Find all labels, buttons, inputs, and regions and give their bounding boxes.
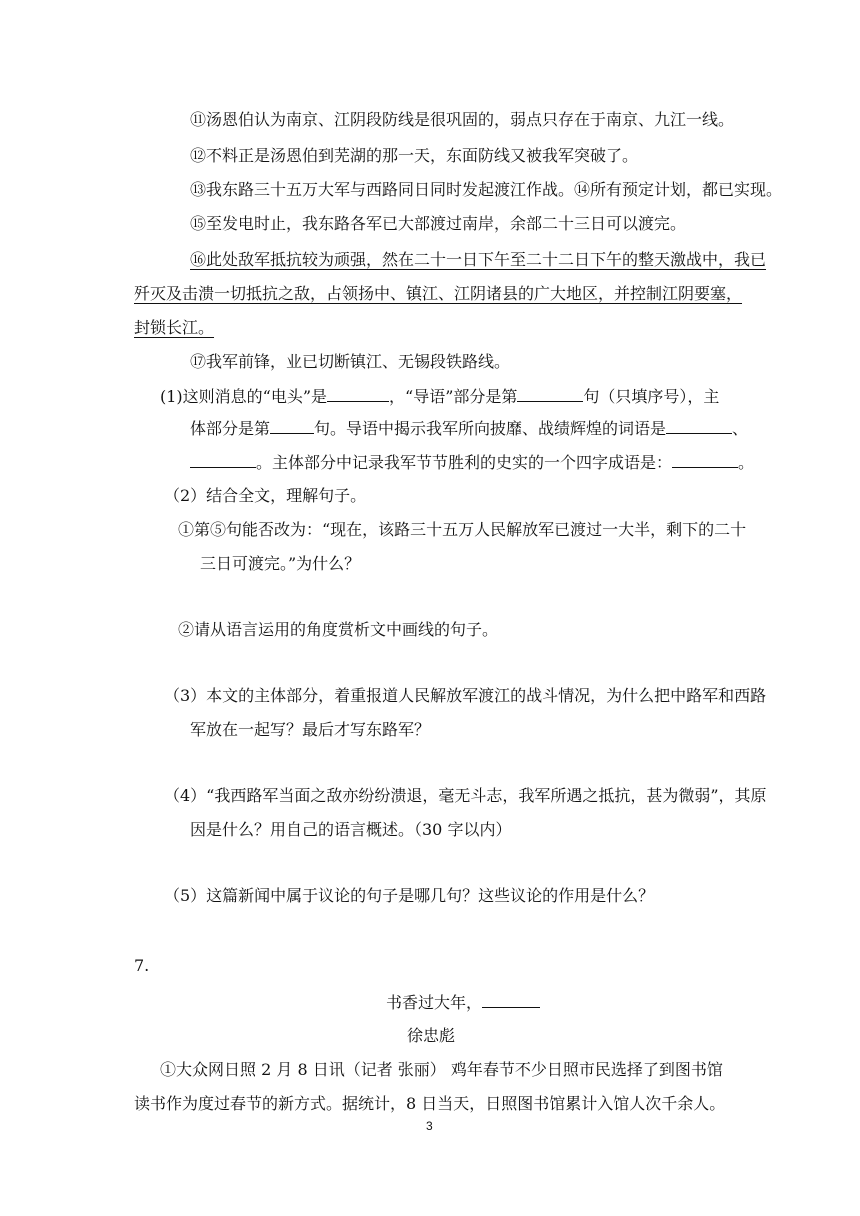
answer-blank-title[interactable]	[482, 992, 540, 1008]
article-paragraph-1-line-2: 读书作为度过春节的新方式。据统计，8 日当天，日照图书馆累计入馆人次千余人。	[134, 1094, 726, 1113]
paragraph-12: ⑫不料正是汤恩伯到芜湖的那一天，东面防线又被我军突破了。	[190, 146, 639, 165]
question-2-heading: （2）结合全文，理解句子。	[164, 486, 367, 505]
answer-blank-idiom[interactable]	[672, 452, 738, 468]
paragraph-16-line-1: ⑯此处敌军抵抗较为顽强，然在二十一日下午至二十二日下午的整天激战中，我已	[190, 250, 767, 269]
question-2-1-line-1: ①第⑤句能否改为：“现在，该路三十五万人民解放军已渡过一大半，剩下的二十	[178, 520, 747, 539]
article-title: 书香过大年，	[386, 992, 540, 1013]
page-number: 3	[426, 1119, 433, 1133]
paragraph-15: ⑮至发电时止，我东路各军已大部渡过南岸，余部二十三日可以渡完。	[190, 214, 687, 233]
answer-blank-word-2[interactable]	[190, 452, 256, 468]
question-5: （5）这篇新闻中属于议论的句子是哪几句？这些议论的作用是什么？	[164, 886, 655, 905]
answer-blank-body-sentences[interactable]	[270, 418, 314, 434]
question-2-2: ②请从语言运用的角度赏析文中画线的句子。	[178, 620, 499, 639]
question-1-line-3: 。主体部分中记录我军节节胜利的史实的一个四字成语是： 。	[190, 452, 754, 473]
question-1-line-1: (1)这则消息的“电头”是 ，“导语”部分是第 句（只填序号），主	[160, 387, 720, 406]
paragraph-16-line-2: 歼灭及击溃一切抵抗之敌，占领扬中、镇江、江阴诸县的广大地区，并控制江阴要塞，	[134, 284, 743, 303]
question-3-line-2: 军放在一起写？最后才写东路军？	[190, 720, 431, 739]
question-4-line-1: （4）“我西路军当面之敌亦纷纷溃退，毫无斗志，我军所遇之抵抗，甚为微弱”，其原	[164, 786, 767, 805]
question-2-1-line-2: 三日可渡完。”为什么？	[200, 554, 361, 573]
answer-blank-dateline[interactable]	[327, 386, 389, 402]
article-paragraph-1-line-1: ①大众网日照 2 月 8 日讯（记者 张丽） 鸡年春节不少日照市民选择了到图书馆	[160, 1060, 723, 1079]
question-number-7: 7.	[134, 956, 150, 975]
paragraph-13-14: ⑬我东路三十五万大军与西路同日同时发起渡江作战。⑭所有预定计划，都已实现。	[190, 180, 783, 199]
question-4-line-2: 因是什么？用自己的语言概述。（30 字以内）	[190, 820, 512, 839]
question-3-line-1: （3）本文的主体部分，着重报道人民解放军渡江的战斗情况，为什么把中路军和西路	[164, 686, 767, 705]
answer-blank-word-1[interactable]	[666, 418, 732, 434]
paragraph-11: ⑪汤恩伯认为南京、江阴段防线是很巩固的，弱点只存在于南京、九江一线。	[190, 110, 735, 129]
paragraph-17: ⑰我军前锋，业已切断镇江、无锡段铁路线。	[190, 352, 511, 371]
paragraph-16-line-3: 封锁长江。	[134, 318, 215, 337]
article-author: 徐忠彪	[407, 1026, 456, 1045]
answer-blank-lead-sentence[interactable]	[517, 386, 583, 402]
question-1-line-2: 体部分是第 句。导语中揭示我军所向披靡、战绩辉煌的词语是 、	[190, 419, 749, 438]
